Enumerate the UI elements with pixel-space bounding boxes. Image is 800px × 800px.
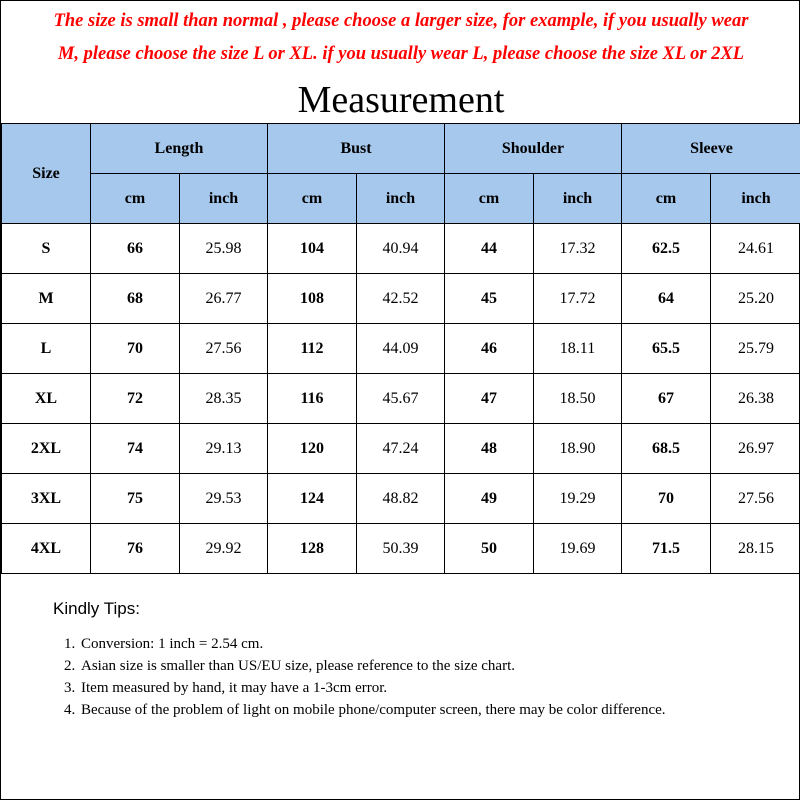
size-cell: L — [2, 324, 91, 374]
table-row — [2, 474, 800, 524]
unit-header: inch — [357, 174, 445, 224]
inch-cell: 42.52 — [357, 274, 445, 324]
inch-cell: 28.35 — [180, 374, 268, 424]
inch-cell: 26.38 — [711, 374, 800, 424]
cm-cell: 72 — [91, 374, 180, 424]
cm-cell: 66 — [91, 224, 180, 274]
shoulder-header: Shoulder — [445, 124, 622, 174]
size-notice-line-2: M, please choose the size L or XL. if you usually wear L, please choose the size XL or 2XL — [57, 44, 745, 64]
page-title: Measurement — [297, 79, 505, 121]
size-cell: 3XL — [2, 474, 91, 524]
cm-cell: 75 — [91, 474, 180, 524]
inch-cell: 44.09 — [357, 324, 445, 374]
size-cell: S — [2, 224, 91, 274]
unit-header: inch — [534, 174, 622, 224]
cm-cell: 76 — [91, 524, 180, 574]
inch-cell: 45.67 — [357, 374, 445, 424]
cm-cell: 68 — [91, 274, 180, 324]
unit-header: cm — [622, 174, 711, 224]
table-row — [2, 524, 800, 574]
table-header-row — [2, 124, 800, 174]
inch-cell: 40.94 — [357, 224, 445, 274]
tip-item: 2. Asian size is smaller than US/EU size, please reference to the size chart. — [79, 655, 753, 677]
cm-cell: 70 — [622, 474, 711, 524]
inch-cell: 18.50 — [534, 374, 622, 424]
cm-cell: 104 — [268, 224, 357, 274]
cm-cell: 49 — [445, 474, 534, 524]
cm-cell: 70 — [91, 324, 180, 374]
inch-cell: 18.11 — [534, 324, 622, 374]
size-cell: M — [2, 274, 91, 324]
inch-cell: 27.56 — [711, 474, 800, 524]
cm-cell: 120 — [268, 424, 357, 474]
cm-cell: 128 — [268, 524, 357, 574]
tip-item: 4. Because of the problem of light on mobile phone/computer screen, there may be color difference. — [79, 699, 753, 721]
inch-cell: 29.13 — [180, 424, 268, 474]
kindly-tips — [53, 599, 753, 721]
tips-list — [53, 633, 753, 721]
unit-header: cm — [445, 174, 534, 224]
cm-cell: 74 — [91, 424, 180, 474]
tip-item: 1. Conversion: 1 inch = 2.54 cm. — [79, 633, 753, 655]
cm-cell: 45 — [445, 274, 534, 324]
table-row — [2, 374, 800, 424]
cm-cell: 68.5 — [622, 424, 711, 474]
size-notice — [1, 5, 800, 71]
size-header: Size — [2, 124, 91, 224]
tips-title: Kindly Tips: — [53, 599, 140, 618]
cm-cell: 50 — [445, 524, 534, 574]
inch-cell: 50.39 — [357, 524, 445, 574]
inch-cell: 47.24 — [357, 424, 445, 474]
table-row — [2, 324, 800, 374]
tip-item: 3. Item measured by hand, it may have a 1-3cm error. — [79, 677, 753, 699]
inch-cell: 17.72 — [534, 274, 622, 324]
size-cell: 2XL — [2, 424, 91, 474]
unit-header: cm — [91, 174, 180, 224]
inch-cell: 26.77 — [180, 274, 268, 324]
inch-cell: 28.15 — [711, 524, 800, 574]
cm-cell: 48 — [445, 424, 534, 474]
cm-cell: 67 — [622, 374, 711, 424]
cm-cell: 47 — [445, 374, 534, 424]
table-row — [2, 224, 800, 274]
cm-cell: 108 — [268, 274, 357, 324]
cm-cell: 65.5 — [622, 324, 711, 374]
table-row — [2, 424, 800, 474]
cm-cell: 71.5 — [622, 524, 711, 574]
bust-header: Bust — [268, 124, 445, 174]
inch-cell: 26.97 — [711, 424, 800, 474]
size-cell: 4XL — [2, 524, 91, 574]
inch-cell: 19.29 — [534, 474, 622, 524]
unit-header: inch — [180, 174, 268, 224]
table-row — [2, 274, 800, 324]
inch-cell: 27.56 — [180, 324, 268, 374]
size-cell: XL — [2, 374, 91, 424]
inch-cell: 25.20 — [711, 274, 800, 324]
table-unit-row — [2, 174, 800, 224]
cm-cell: 46 — [445, 324, 534, 374]
cm-cell: 62.5 — [622, 224, 711, 274]
unit-header: cm — [268, 174, 357, 224]
size-notice-line-1: The size is small than normal , please choose a larger size, for example, if you usually wear — [53, 11, 749, 31]
inch-cell: 29.53 — [180, 474, 268, 524]
length-header: Length — [91, 124, 268, 174]
inch-cell: 25.98 — [180, 224, 268, 274]
inch-cell: 25.79 — [711, 324, 800, 374]
table-body — [2, 224, 800, 574]
cm-cell: 116 — [268, 374, 357, 424]
inch-cell: 48.82 — [357, 474, 445, 524]
cm-cell: 124 — [268, 474, 357, 524]
inch-cell: 18.90 — [534, 424, 622, 474]
cm-cell: 112 — [268, 324, 357, 374]
inch-cell: 19.69 — [534, 524, 622, 574]
inch-cell: 17.32 — [534, 224, 622, 274]
unit-header: inch — [711, 174, 800, 224]
inch-cell: 24.61 — [711, 224, 800, 274]
cm-cell: 44 — [445, 224, 534, 274]
cm-cell: 64 — [622, 274, 711, 324]
sleeve-header: Sleeve — [622, 124, 800, 174]
size-chart-table — [1, 123, 800, 574]
inch-cell: 29.92 — [180, 524, 268, 574]
